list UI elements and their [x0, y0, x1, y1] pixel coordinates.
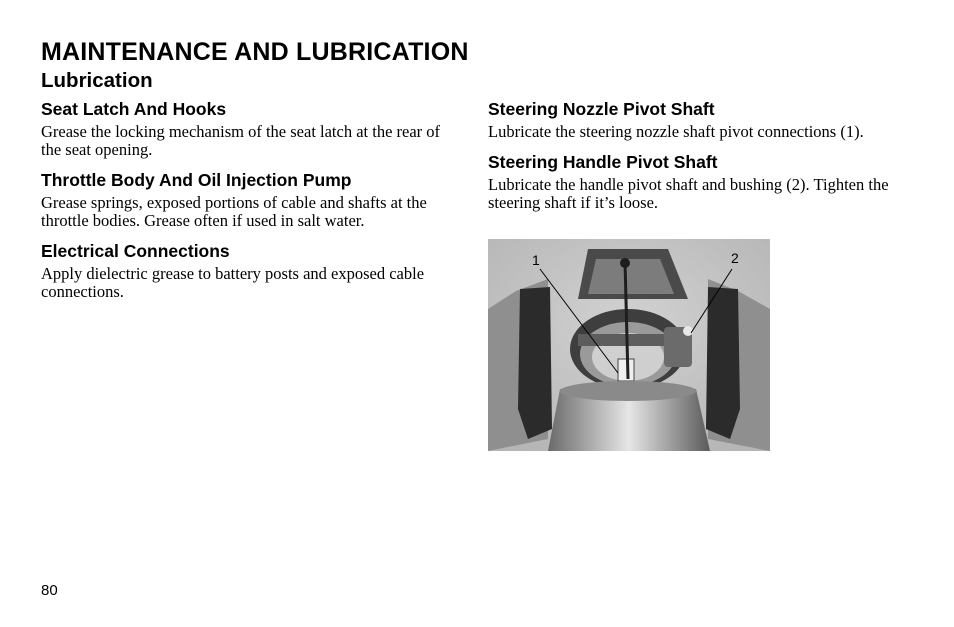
section-heading: Seat Latch And Hooks [41, 99, 227, 119]
section-steering-nozzle [488, 99, 908, 141]
section-electrical-connections [41, 241, 461, 301]
section-heading: Steering Nozzle Pivot Shaft [488, 99, 715, 119]
section-text: Grease springs, exposed portions of cable and shafts at the throttle bodies. Grease often if used in salt water. [41, 193, 427, 230]
section-subtitle: Lubrication [41, 69, 153, 92]
section-heading: Electrical Connections [41, 241, 230, 261]
section-text: Apply dielectric grease to battery posts and exposed cable connections. [41, 264, 425, 301]
section-heading: Steering Handle Pivot Shaft [488, 152, 718, 172]
steering-mechanism-photo [488, 239, 770, 451]
left-column [41, 99, 461, 312]
page-number: 80 [41, 582, 58, 599]
section-text: Grease the locking mechanism of the seat latch at the rear of the seat opening. [41, 122, 441, 159]
callout-2-label: 2 [731, 250, 739, 266]
section-seat-latch [41, 99, 461, 159]
section-steering-handle [488, 152, 908, 212]
section-text: Lubricate the handle pivot shaft and bushing (2). Tighten the steering shaft if it’s loose. [488, 175, 889, 212]
right-column [488, 99, 908, 223]
photo-illustration [488, 239, 770, 451]
section-heading: Throttle Body And Oil Injection Pump [41, 170, 352, 190]
callout-1-label: 1 [532, 252, 540, 268]
page-title: MAINTENANCE AND LUBRICATION [41, 38, 469, 66]
section-throttle-body [41, 170, 461, 230]
section-text: Lubricate the steering nozzle shaft pivot connections (1). [488, 122, 864, 141]
